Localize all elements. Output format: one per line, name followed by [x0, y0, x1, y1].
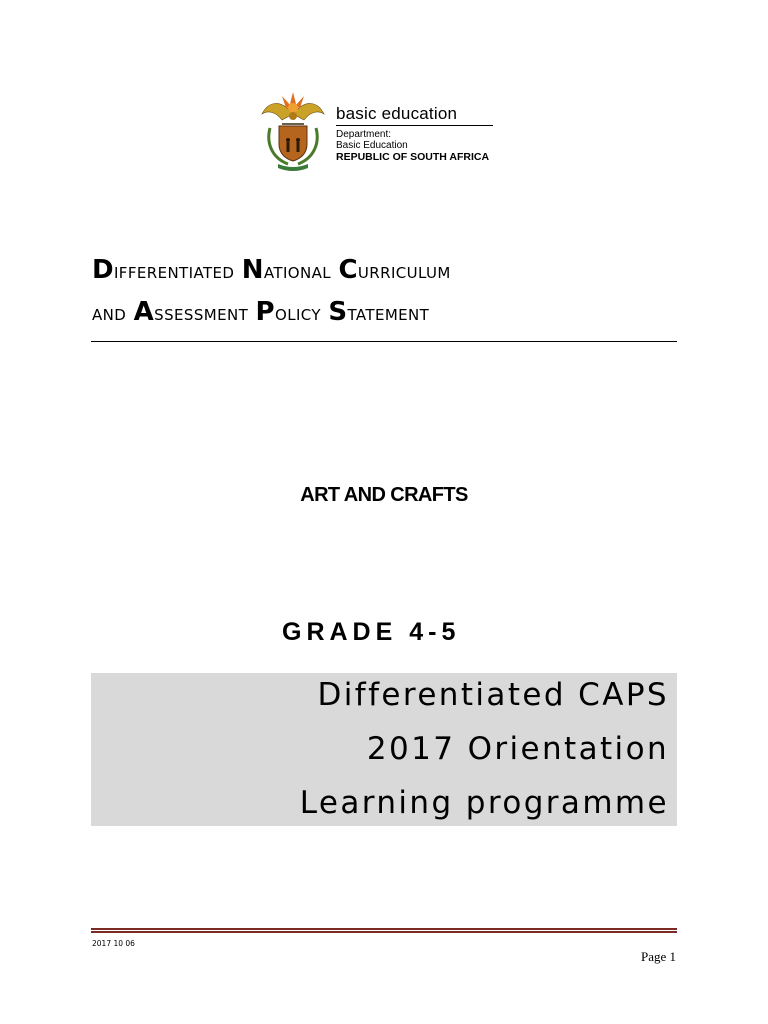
title-word: ifferentiated [113, 259, 242, 284]
banner-line-1: Differentiated CAPS [317, 677, 669, 713]
subject-heading: ART AND CRAFTS [300, 484, 468, 506]
page-number: Page 1 [640, 949, 676, 964]
title-word: ssessment [154, 301, 256, 326]
title-initial: P [255, 297, 275, 327]
coat-of-arms-icon [258, 88, 328, 172]
title-divider [91, 341, 677, 342]
department-logo [258, 88, 498, 172]
country-name: REPUBLIC OF SOUTH AFRICA [336, 151, 490, 163]
title-initial: D [92, 255, 114, 285]
title-line-1 [92, 250, 692, 292]
title-initial: S [328, 297, 348, 327]
title-line-2 [92, 292, 692, 334]
title-word: olicy [275, 301, 329, 326]
footer-date: 2017 10 06 [92, 939, 135, 948]
programme-banner [91, 673, 677, 826]
title-word: urriculum [357, 259, 451, 284]
title-initial: N [241, 255, 264, 285]
title-word: ational [263, 259, 339, 284]
department-label: Department: [336, 129, 392, 140]
grade-heading: GRADE 4-5 [282, 618, 461, 646]
title-word: tatement [347, 301, 430, 326]
document-title [92, 250, 692, 334]
department-name: basic education [336, 104, 458, 123]
title-initial: C [338, 255, 358, 285]
banner-line-2: 2017 Orientation [366, 731, 669, 767]
footer-divider [91, 928, 677, 933]
logo-divider [336, 125, 493, 126]
title-initial: A [133, 297, 155, 327]
banner-line-3: Learning programme [299, 785, 669, 821]
department-subname: Basic Education [336, 140, 408, 151]
title-word: and [92, 301, 134, 326]
